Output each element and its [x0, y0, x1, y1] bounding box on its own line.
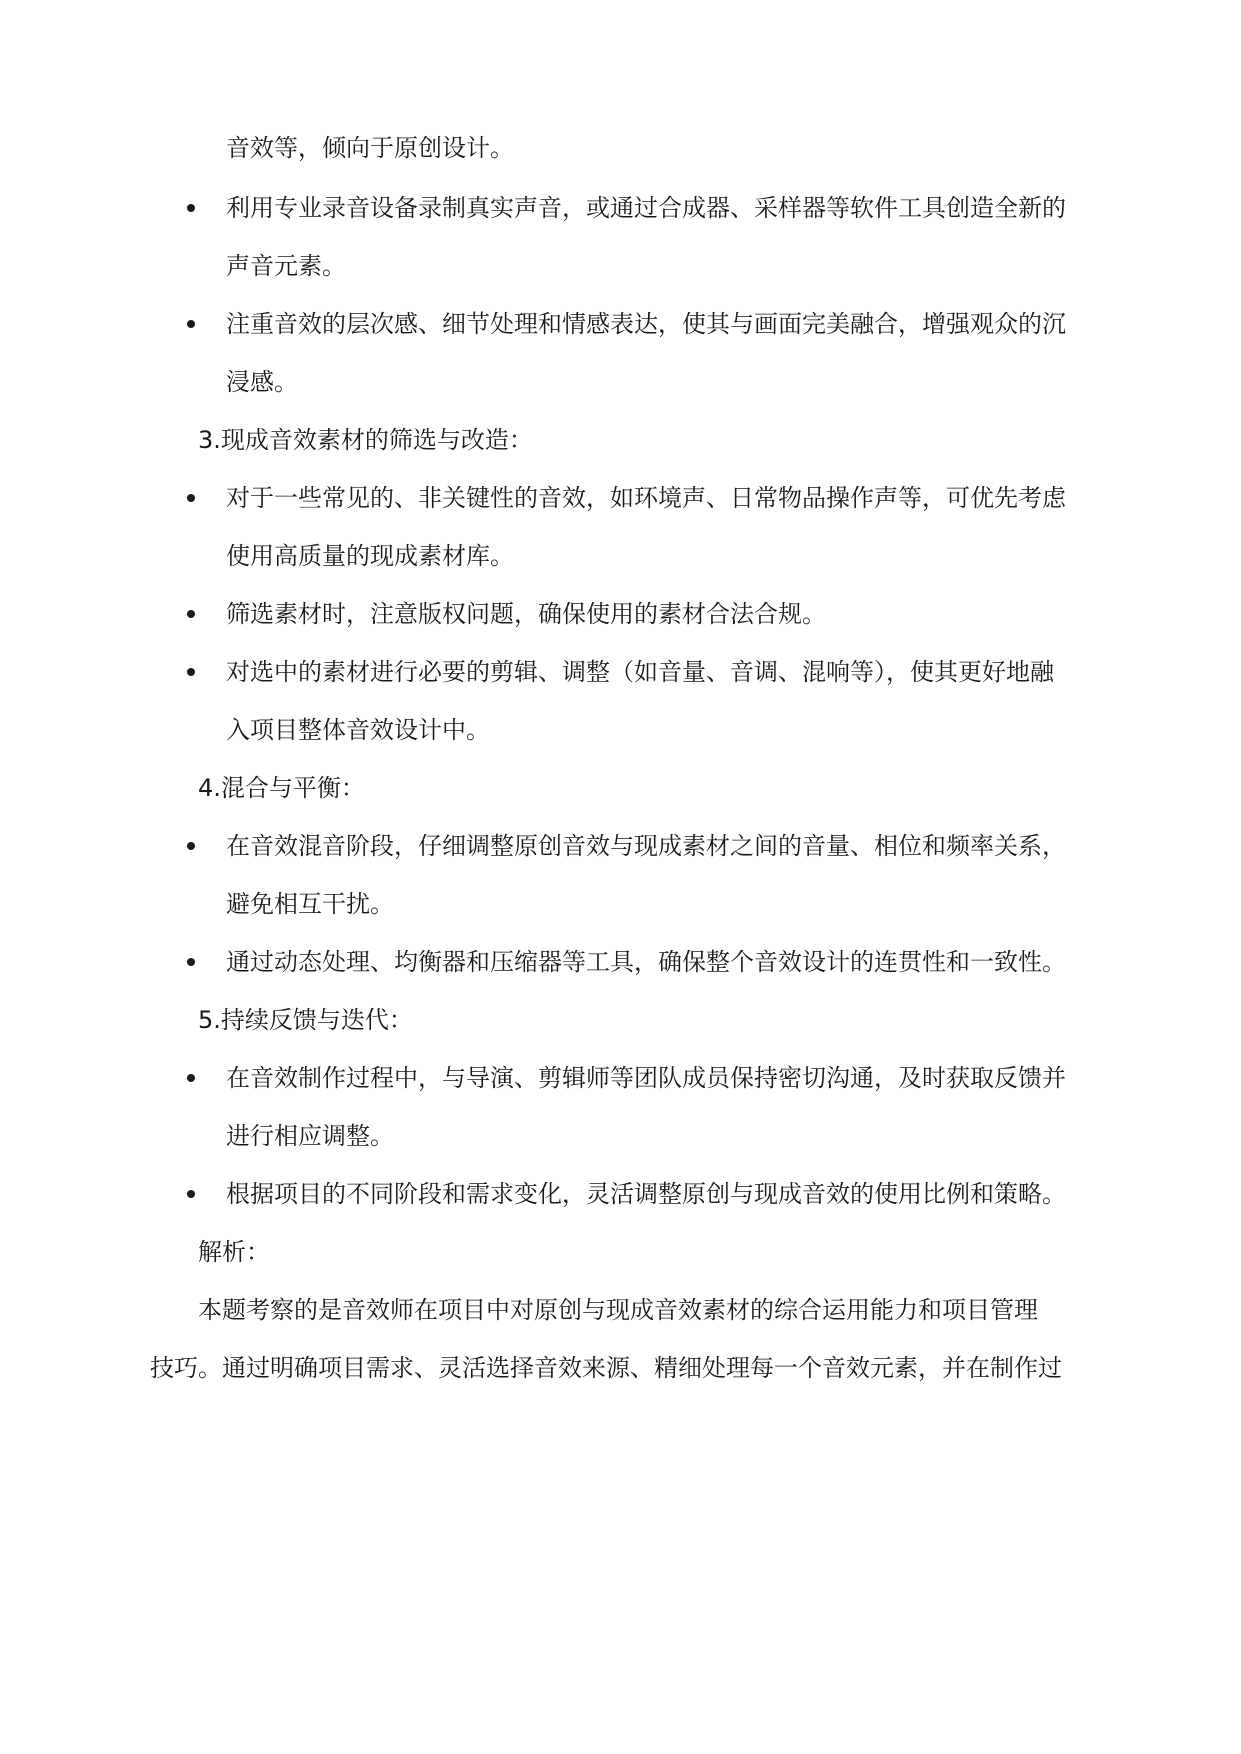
- section-heading: [198, 422, 533, 458]
- bullet-text: 注重音效的层次感、细节处理和情感表达，使其与画面完美融合，增强观众的沉: [226, 310, 1066, 338]
- section-number: 3.: [198, 426, 221, 454]
- bullet-text: 在音效制作过程中，与导演、剪辑师等团队成员保持密切沟通，及时获取反馈并: [226, 1064, 1066, 1092]
- bullet-dot-icon: [187, 1190, 195, 1198]
- bullet-text: 进行相应调整。: [226, 1122, 394, 1150]
- paragraph-line: 本题考察的是音效师在项目中对原创与现成音效素材的综合运用能力和项目管理: [198, 1296, 1038, 1324]
- bullet-continuation: 音效等，倾向于原创设计。: [226, 134, 514, 162]
- section-title: 持续反馈与迭代：: [220, 1006, 413, 1034]
- bullet-text: 在音效混音阶段，仔细调整原创音效与现成素材之间的音量、相位和频率关系，: [226, 832, 1066, 860]
- bullet-text: 浸感。: [226, 368, 298, 396]
- section-number: 5.: [198, 1006, 221, 1034]
- bullet-text: 对于一些常见的、非关键性的音效，如环境声、日常物品操作声等，可优先考虑: [226, 484, 1066, 512]
- section-heading: [198, 1002, 413, 1038]
- bullet-dot-icon: [187, 320, 195, 328]
- bullet-dot-icon: [187, 842, 195, 850]
- paragraph-line: 技巧。通过明确项目需求、灵活选择音效来源、精细处理每一个音效元素，并在制作过: [150, 1354, 1062, 1382]
- bullet-dot-icon: [187, 204, 195, 212]
- bullet-text: 筛选素材时，注意版权问题，确保使用的素材合法合规。: [226, 600, 826, 628]
- section-title: 混合与平衡：: [220, 774, 365, 802]
- bullet-dot-icon: [187, 1074, 195, 1082]
- bullet-text: 声音元素。: [226, 252, 346, 280]
- bullet-text: 根据项目的不同阶段和需求变化，灵活调整原创与现成音效的使用比例和策略。: [226, 1180, 1066, 1208]
- bullet-text: 通过动态处理、均衡器和压缩器等工具，确保整个音效设计的连贯性和一致性。: [226, 948, 1066, 976]
- section-title: 现成音效素材的筛选与改造：: [220, 426, 533, 454]
- bullet-text: 使用高质量的现成素材库。: [226, 542, 514, 570]
- bullet-dot-icon: [187, 668, 195, 676]
- bullet-text: 入项目整体音效设计中。: [226, 716, 490, 744]
- bullet-dot-icon: [187, 494, 195, 502]
- bullet-dot-icon: [187, 958, 195, 966]
- bullet-text: 利用专业录音设备录制真实声音，或通过合成器、采样器等软件工具创造全新的: [226, 194, 1066, 222]
- analysis-label: 解析：: [198, 1238, 270, 1266]
- section-number: 4.: [198, 774, 221, 802]
- bullet-text: 避免相互干扰。: [226, 890, 394, 918]
- bullet-dot-icon: [187, 610, 195, 618]
- bullet-text: 对选中的素材进行必要的剪辑、调整（如音量、音调、混响等），使其更好地融: [226, 658, 1054, 686]
- section-heading: [198, 770, 365, 806]
